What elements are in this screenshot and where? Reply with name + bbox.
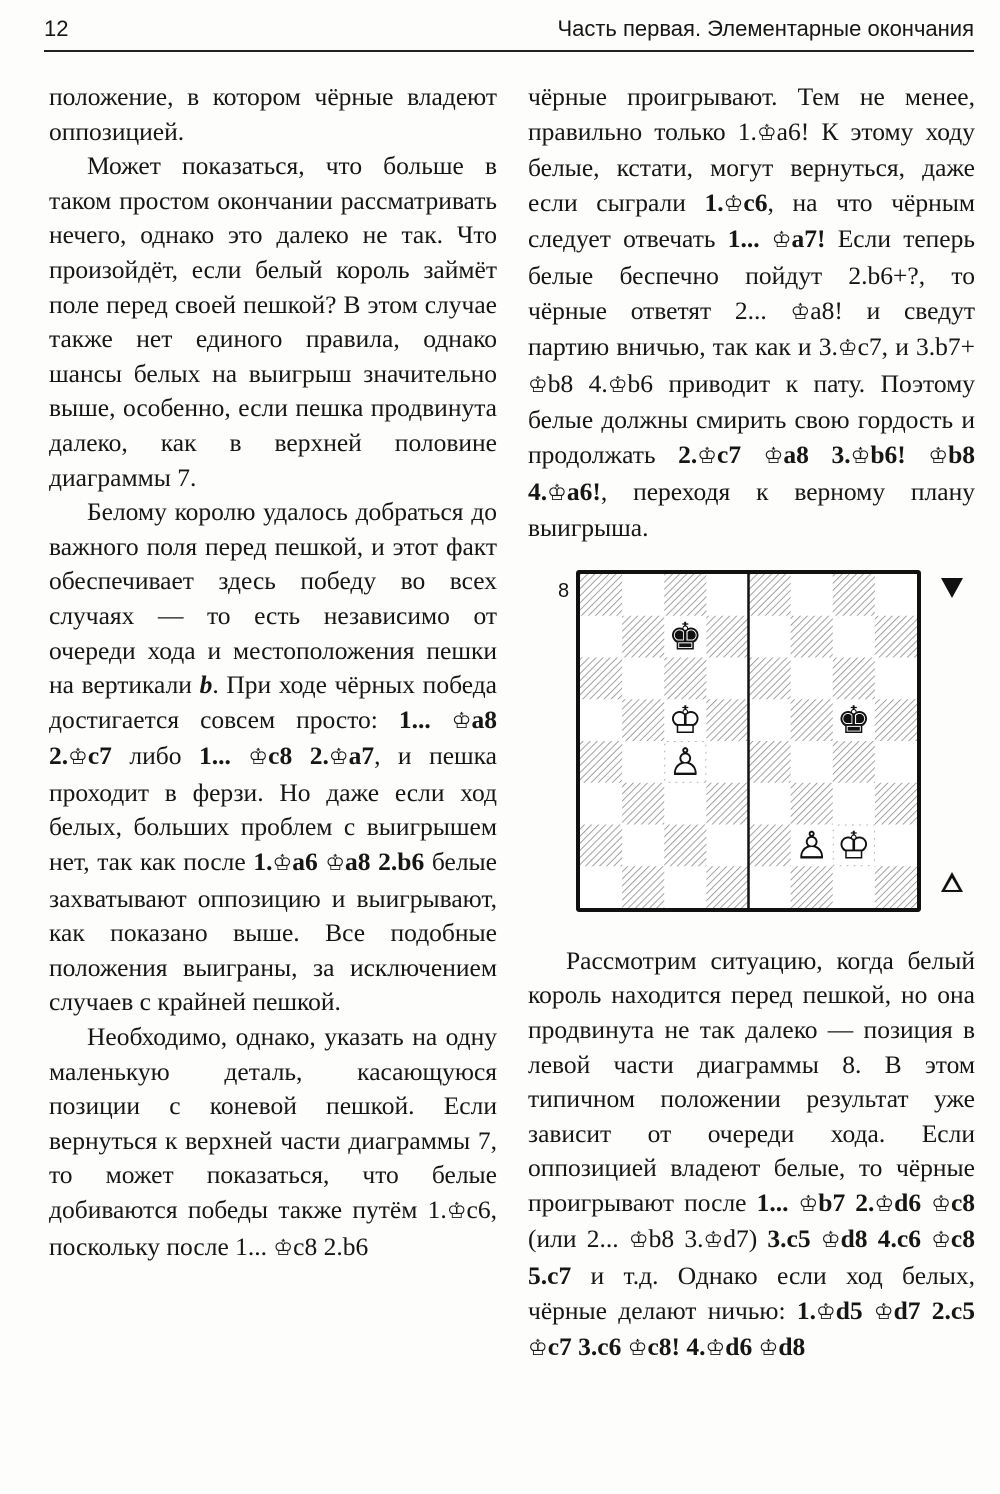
dark-square <box>622 782 664 824</box>
king-icon: ♔ <box>325 851 346 877</box>
paragraph: Необходимо, однако, указать на одну маленькую деталь, касающуюся позиции с коневой пешкой. Если вернуться к верхней части диаграммы 7, то может показаться, что белые добиваются победы также путём 1.♔c6, поскольку после 1... ♔c8 2.b6 <box>49 1022 497 1261</box>
dark-square <box>833 574 875 616</box>
dark-square <box>664 574 706 616</box>
king-icon: ♔ <box>547 480 567 506</box>
running-title: Часть первая. Элементарные окончания <box>557 16 974 41</box>
king-icon: ♔ <box>850 443 871 469</box>
move-notation: 1.♔a6 ♔a8 2.b6 <box>253 847 425 877</box>
king-icon: ♔ <box>451 708 472 734</box>
dark-square <box>791 699 833 741</box>
paragraph: чёрные проигрывают. Тем не менее, правильно только 1.♔a6! К этому ходу белые, кстати, могут вернуться, даже если сыграли 1.♔c6, на что чёрным следует отвечать 1... ♔a7! Если теперь белые беспечно пойдут 2.b6+?, то чёрные ответят 2... ♔a8! и сведут партию вничью, так как и 3.♔c7, и 3.b7+ ♔b8 4.♔b6 приводит к пату. Поэтому белые должны смирить свою гордость и продолжать 2.♔c7 ♔a8 3.♔b6! ♔b8 4.♔a6!, переходя к верному плану выигрыша. <box>528 82 976 543</box>
king-icon: ♔ <box>68 745 88 771</box>
page-number: 12 <box>44 16 69 41</box>
king-icon: ♔ <box>873 1299 894 1325</box>
dark-square <box>749 741 791 783</box>
king-icon: ♔ <box>628 1228 649 1254</box>
king-icon: ♔ <box>528 1336 548 1362</box>
king-icon: ♔ <box>820 1228 841 1254</box>
king-icon: ♔ <box>272 851 293 877</box>
king-icon: ♔ <box>931 1228 951 1254</box>
page-header <box>44 12 974 46</box>
dark-square <box>664 657 706 699</box>
dark-square <box>622 615 664 657</box>
dark-square <box>706 615 748 657</box>
king-icon: ♔ <box>446 1199 467 1224</box>
move-notation: 2.♔c7 ♔a8 3.♔b6! ♔b8 4.♔a6! <box>528 439 975 506</box>
dark-square <box>833 741 875 783</box>
move-notation: 1... ♔c8 2.♔a7 <box>199 741 375 771</box>
dark-square <box>749 824 791 866</box>
dark-square <box>875 615 917 657</box>
dark-square <box>664 824 706 866</box>
white-pawn-icon: ♙ <box>668 739 703 784</box>
king-icon: ♔ <box>627 1336 648 1362</box>
dark-square <box>580 657 622 699</box>
right-column <box>528 80 975 1367</box>
dark-square <box>791 782 833 824</box>
white-king-icon: ♔ <box>836 823 871 868</box>
king-icon: ♔ <box>248 745 269 771</box>
dark-square <box>580 741 622 783</box>
king-icon: ♔ <box>763 443 784 469</box>
king-icon: ♔ <box>837 336 858 362</box>
dark-square <box>622 699 664 741</box>
file-letter: b <box>199 670 213 700</box>
board-squares <box>580 574 917 908</box>
paragraph: Рассмотрим ситуацию, когда белый король находится перед пешкой, но она продвинута не так далеко — позиция в левой части диаграммы 8. В этом типичном положении результат уже зависит от очереди хода. Если оппозицией владеют белые, то чёрные проигрывают после 1... ♔b7 2.♔d6 ♔c8 (или 2... ♔b8 3.♔d7) 3.c5 ♔d8 4.c6 ♔c8 5.c7 и т.д. Однако если ход белых, чёрные делают ничью: 1.♔d5 ♔d7 2.c5 ♔c7 3.c6 ♔c8! 4.♔d6 ♔d8 <box>528 945 976 1362</box>
move-notation: 1... ♔b7 2.♔d6 ♔c8 <box>756 1187 976 1217</box>
dark-square <box>749 574 791 616</box>
black-king-icon: ♚ <box>668 614 703 659</box>
king-icon: ♔ <box>931 1191 951 1217</box>
black-king-icon: ♚ <box>836 697 871 742</box>
move-notation: 1... ♔a7! <box>727 224 826 254</box>
dark-square <box>791 866 833 908</box>
left-column <box>49 80 497 1266</box>
king-icon: ♔ <box>697 443 718 469</box>
white-pawn-icon: ♙ <box>794 823 829 868</box>
king-icon: ♔ <box>928 443 949 469</box>
king-icon: ♔ <box>528 372 548 398</box>
dark-square <box>833 657 875 699</box>
king-icon: ♔ <box>756 120 777 146</box>
chess-board <box>576 570 921 912</box>
dark-square <box>791 615 833 657</box>
dark-square <box>706 782 748 824</box>
white-to-move-icon <box>941 872 963 892</box>
chess-diagram <box>528 566 975 924</box>
dark-square <box>580 574 622 616</box>
king-icon: ♔ <box>703 1228 724 1254</box>
black-to-move-icon <box>941 578 963 598</box>
dark-square <box>875 699 917 741</box>
move-notation: 3.c5 ♔d8 4.c6 ♔c8 5.c7 <box>528 1224 975 1291</box>
move-notation: 1.♔c6 <box>704 187 768 217</box>
paragraph: положение, в котором чёрные владеют оппозицией. <box>49 82 497 146</box>
dark-square <box>622 866 664 908</box>
dark-square <box>749 657 791 699</box>
king-icon: ♔ <box>815 1299 836 1325</box>
header-rule <box>44 50 974 52</box>
king-icon: ♔ <box>328 745 349 771</box>
king-icon: ♔ <box>798 1191 819 1217</box>
king-icon: ♔ <box>705 1336 726 1362</box>
king-icon: ♔ <box>771 228 792 254</box>
move-notation: 1.♔d5 ♔d7 2.c5 ♔c7 3.c6 ♔c8! 4.♔d6 ♔d8 <box>528 1295 975 1362</box>
dark-square <box>706 866 748 908</box>
move-notation: 1... ♔a8 2.♔c7 <box>49 704 497 771</box>
king-icon: ♔ <box>607 372 628 398</box>
dark-square <box>706 699 748 741</box>
dark-square <box>580 824 622 866</box>
king-icon: ♔ <box>273 1235 294 1261</box>
white-king-icon: ♔ <box>668 697 703 742</box>
paragraph: Может показаться, что больше в таком простом окончании рассматривать нечего, однако это далеко не так. Что произойдёт, если белый король займёт поле перед своей пешкой? В этом случае также нет единого правила, однако шансы белых на выигрыш значительно выше, особенно, если пешка продвинута далеко, как в верхней половине диаграммы 7. <box>49 151 497 492</box>
dark-square <box>875 866 917 908</box>
king-icon: ♔ <box>790 299 811 325</box>
king-icon: ♔ <box>758 1336 779 1362</box>
rank-label: 8 <box>558 579 570 602</box>
king-icon: ♔ <box>874 1191 895 1217</box>
dark-square <box>875 782 917 824</box>
paragraph: Белому королю удалось добраться до важного поля перед пешкой, и этот факт обеспечивает здесь победу во всех случаях — то есть независимо от очереди хода и местоположения пешки на вертикали b. При ходе чёрных победа достигается совсем просто: 1... ♔a8 2.♔c7 либо 1... ♔c8 2.♔a7, и пешка проходит в ферзи. Но даже если ход белых, больших проблем с выигрышем нет, так как после 1.♔a6 ♔a8 2.b6 белые захватывают оппозицию и выигрывают, как показано выше. Все подобные положения выиграны, за исключением случаев с крайней пешкой. <box>49 497 497 1017</box>
king-icon: ♔ <box>723 191 744 217</box>
